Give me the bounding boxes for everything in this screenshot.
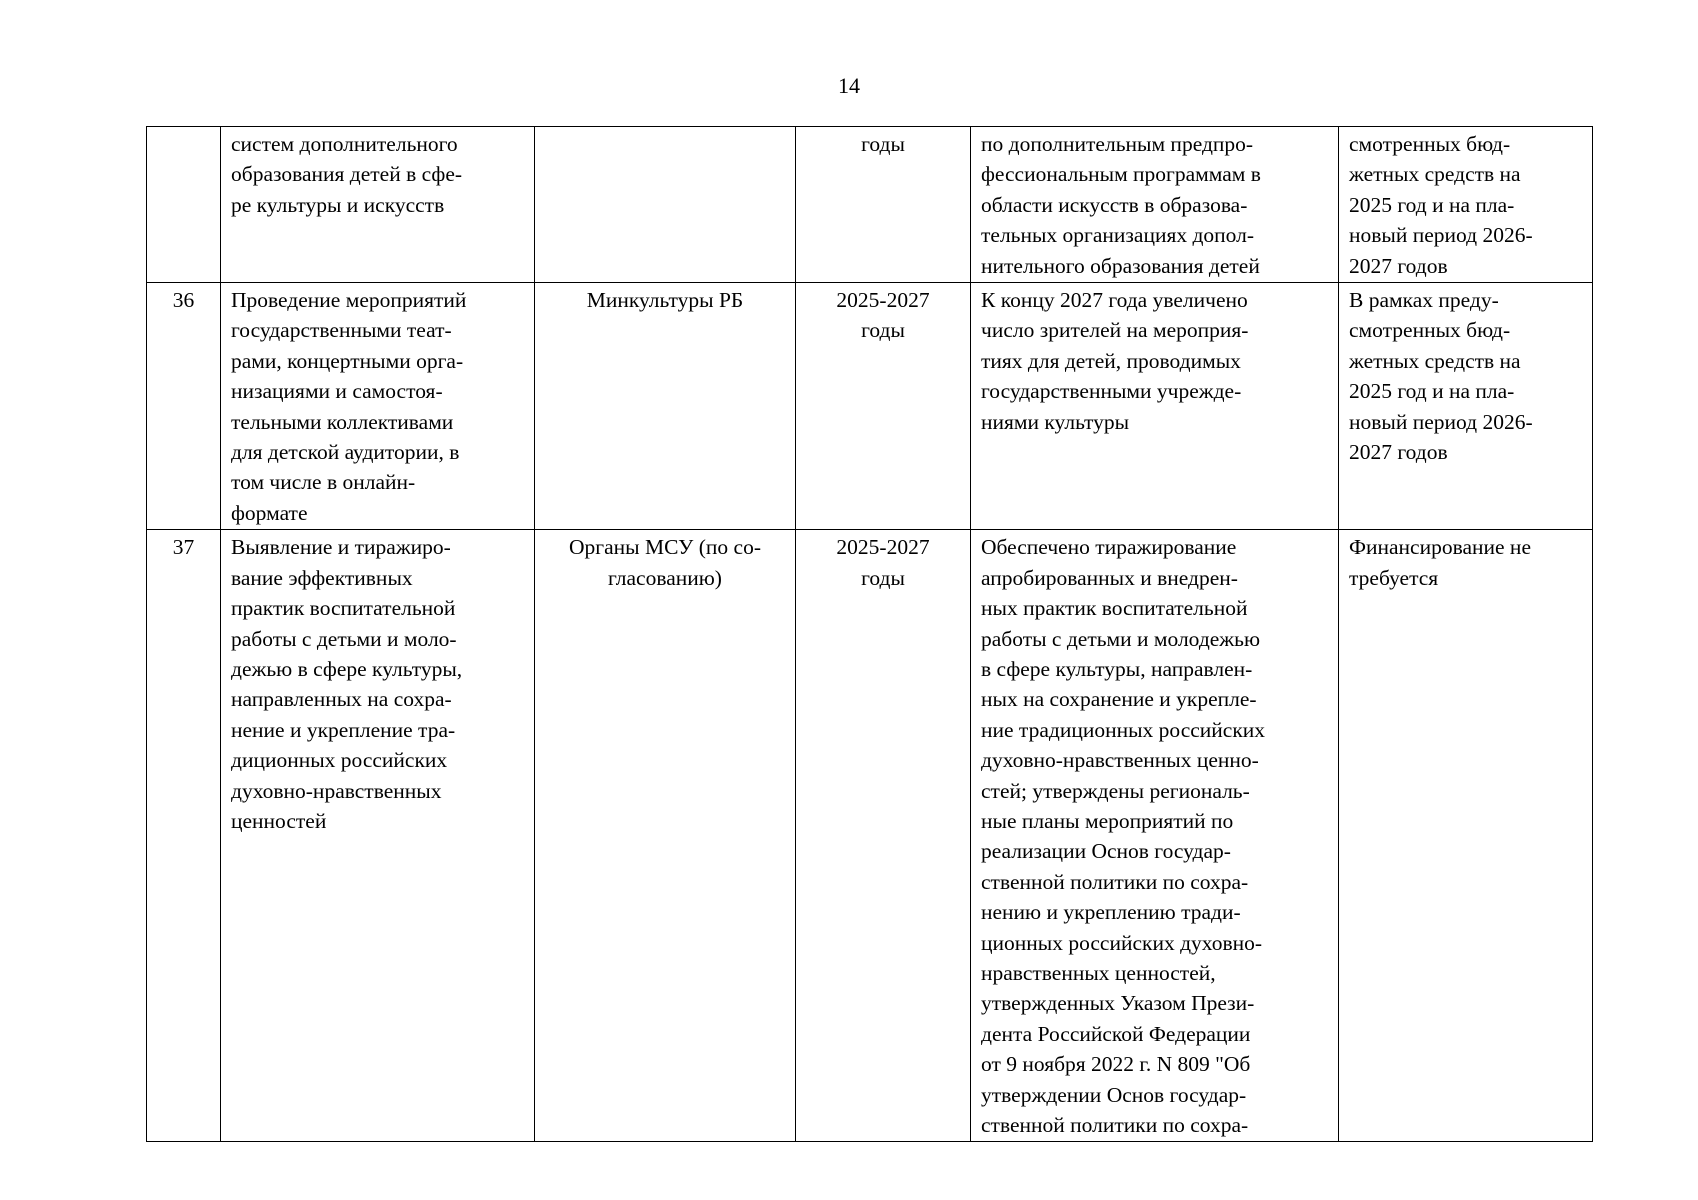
financing-cell: В рамках преду- смотренных бюд- жетных средств на 2025 год и на пла- новый период 2026- 2027 годов	[1339, 283, 1593, 530]
term-cell: 2025-2027 годы	[796, 283, 971, 530]
page-number: 14	[838, 73, 860, 98]
term-cell: годы	[796, 127, 971, 283]
executor-cell: Минкультуры РБ	[535, 283, 796, 530]
executor-cell: Органы МСУ (по со- гласованию)	[535, 530, 796, 1142]
measure-name-cell: систем дополнительного образования детей в сфе- ре культуры и искусств	[221, 127, 535, 283]
measure-name-cell: Выявление и тиражиро- вание эффективных практик воспитательной работы с детьми и моло- дежью в сфере культуры, направленных на сохра- нение и укрепление тра- диционных российских духовно-нравственных ценностей	[221, 530, 535, 1142]
table-row	[147, 283, 1593, 530]
result-cell: по дополнительным предпро- фессиональным программам в области искусств в образова- тельных организациях допол- нительного образования детей	[971, 127, 1339, 283]
measures-table	[146, 126, 1593, 1142]
financing-cell: Финансирование не требуется	[1339, 530, 1593, 1142]
row-number-cell: 37	[147, 530, 221, 1142]
table-row	[147, 530, 1593, 1142]
table-row	[147, 127, 1593, 283]
measure-name-cell: Проведение мероприятий государственными теат- рами, концертными орга- низациями и самостоя- тельными коллективами для детской аудитории, в том числе в онлайн- формате	[221, 283, 535, 530]
row-number-cell: 36	[147, 283, 221, 530]
executor-cell	[535, 127, 796, 283]
result-cell: К концу 2027 года увеличено число зрителей на мероприя- тиях для детей, проводимых государственными учрежде- ниями культуры	[971, 283, 1339, 530]
term-cell: 2025-2027 годы	[796, 530, 971, 1142]
row-number-cell	[147, 127, 221, 283]
financing-cell: смотренных бюд- жетных средств на 2025 год и на пла- новый период 2026- 2027 годов	[1339, 127, 1593, 283]
result-cell: Обеспечено тиражирование апробированных и внедрен- ных практик воспитательной работы с детьми и молодежью в сфере культуры, направлен- ных на сохранение и укрепле- ние традиционных российских духовно-нравственных ценно- стей; утверждены региональ- ные планы мероприятий по реализации Основ государ- ственной политики по сохра- нению и укреплению тради- ционных российских духовно- нравственных ценностей, утвержденных Указом Прези- дента Российской Федерации от 9 ноября 2022 г. N 809 "Об утверждении Основ государ- ственной политики по сохра-	[971, 530, 1339, 1142]
